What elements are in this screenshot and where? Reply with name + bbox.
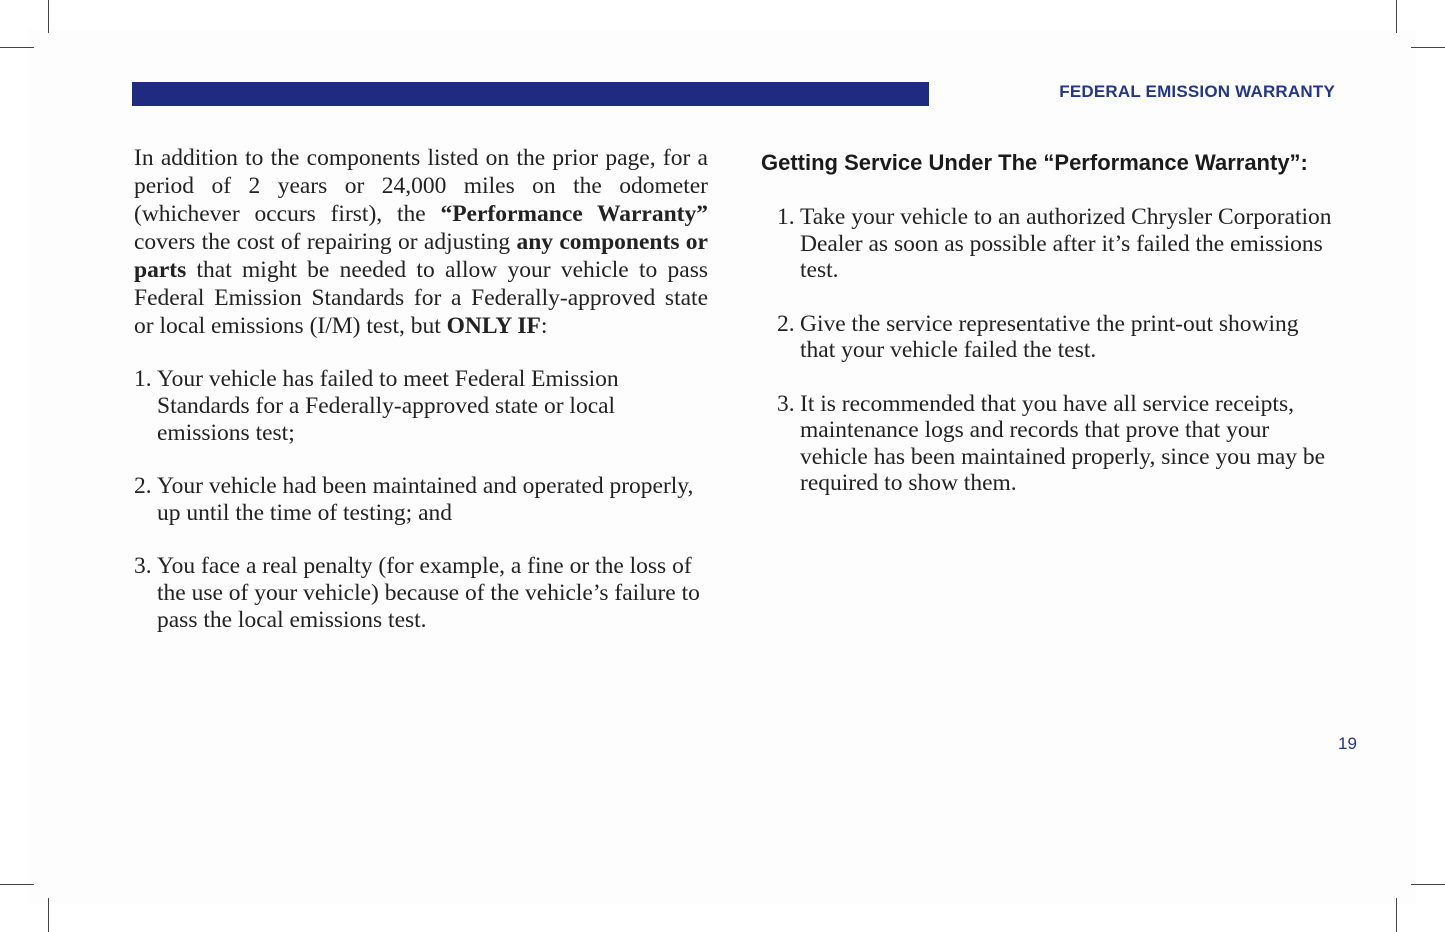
crop-mark: [1411, 884, 1445, 885]
page-number: 19: [1338, 734, 1357, 753]
intro-bold-text: ONLY IF: [446, 313, 541, 339]
step-number: 3.: [777, 390, 795, 417]
step-text: Give the service representative the print-out showing that your vehicle failed the test.: [800, 310, 1299, 363]
left-column: [134, 144, 708, 660]
condition-item: [134, 473, 708, 527]
intro-text: that might be needed to allow your vehicle to pass Federal Emission Standards for a Federally-approved state or local emissions (I/M) test, but: [134, 257, 708, 339]
condition-item: [134, 366, 708, 447]
condition-text: Your vehicle had been maintained and operated properly, up until the time of testing; and: [157, 473, 694, 526]
service-step: [777, 391, 1337, 497]
crop-mark: [1411, 47, 1445, 48]
conditions-list: [134, 366, 708, 634]
crop-mark: [1396, 0, 1397, 33]
service-heading: Getting Service Under The “Performance Warranty”:: [761, 150, 1308, 175]
intro-text: covers the cost of repairing or adjusting: [134, 229, 517, 255]
condition-number: 3.: [134, 553, 152, 579]
intro-text: In addition to the components listed on the prior page, for a period of 2 years or 24,000 miles on the odometer (whichever occurs first), the: [134, 145, 708, 227]
step-number: 1.: [777, 204, 795, 230]
header-color-bar: [132, 82, 929, 106]
crop-mark: [0, 884, 34, 885]
crop-mark: [1396, 898, 1397, 932]
intro-text: :: [540, 313, 548, 339]
condition-item: [134, 553, 708, 634]
right-column: [761, 148, 1337, 524]
step-text: Take your vehicle to an authorized Chrysler Corporation Dealer as soon as possible after it’s failed the emissions test.: [800, 204, 1332, 283]
condition-number: 1.: [134, 366, 152, 392]
service-step: [777, 311, 1337, 364]
intro-paragraph: [134, 144, 708, 340]
intro-bold-text: any components or parts: [134, 229, 708, 283]
condition-text: You face a real penalty (for example, a fine or the loss of the use of your vehicle) because of the vehicle’s failure to pass the local emissions test.: [157, 553, 700, 633]
intro-bold-text: “Performance Warranty”: [440, 201, 709, 227]
condition-number: 2.: [134, 473, 152, 499]
service-step: [777, 204, 1337, 284]
crop-mark: [0, 47, 34, 48]
condition-text: Your vehicle has failed to meet Federal Emission Standards for a Federally-approved state or local emissions test;: [157, 366, 619, 446]
service-steps-list: [777, 204, 1337, 497]
step-number: 2.: [777, 310, 795, 337]
section-title: FEDERAL EMISSION WARRANTY: [1059, 82, 1335, 101]
crop-mark: [48, 0, 49, 33]
crop-mark: [48, 898, 49, 932]
step-text: It is recommended that you have all service receipts, maintenance logs and records that prove that your vehicle has been maintained properly, since you may be required to show them.: [800, 390, 1326, 496]
